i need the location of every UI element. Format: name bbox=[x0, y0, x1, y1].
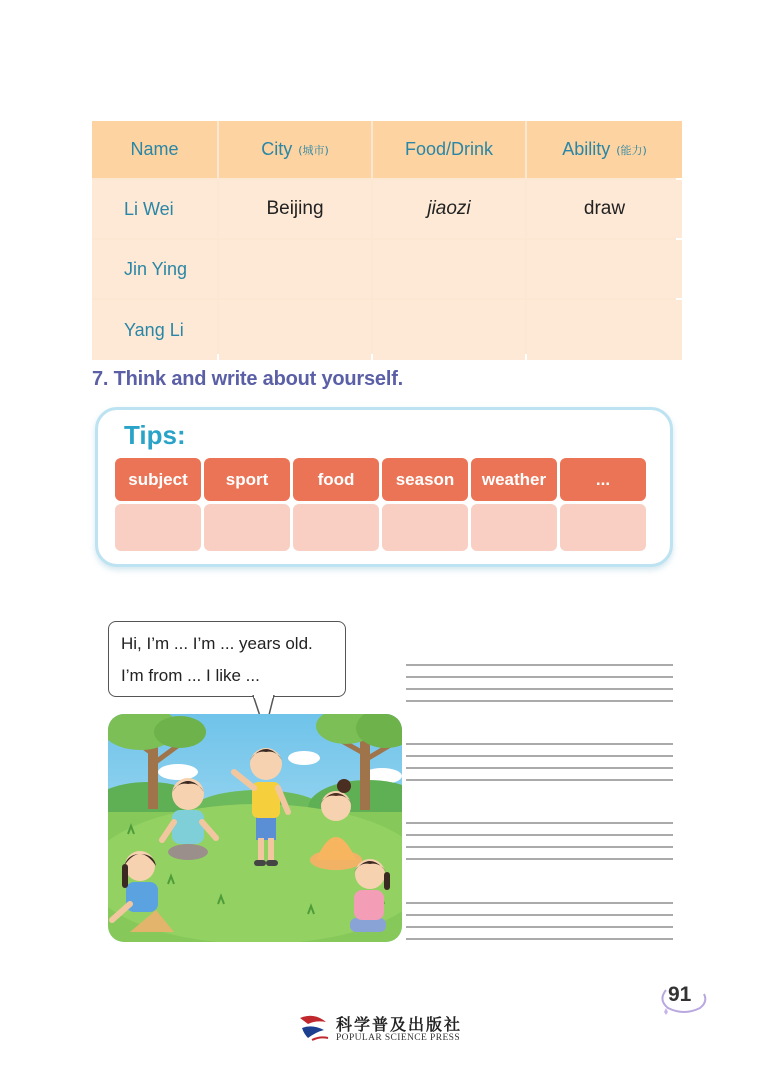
cloud-icon bbox=[158, 764, 198, 780]
tip-answer-cell[interactable] bbox=[382, 504, 468, 551]
tip-answer-cell[interactable] bbox=[471, 504, 557, 551]
header-label: Name bbox=[130, 139, 179, 159]
kids-park-illustration bbox=[108, 714, 402, 942]
table-header-city bbox=[219, 121, 371, 178]
page-number: 91 bbox=[668, 983, 692, 1006]
header-note: (城市) bbox=[298, 143, 329, 157]
tip-answer-cell[interactable] bbox=[293, 504, 379, 551]
tips-label: Tips: bbox=[124, 420, 186, 450]
cloud-icon bbox=[288, 751, 320, 765]
row-yang-li-food[interactable] bbox=[373, 300, 525, 360]
tip-header-subject: subject bbox=[115, 458, 201, 501]
tip-header-more: ... bbox=[560, 458, 646, 501]
table-header-ability bbox=[527, 121, 682, 178]
header-label: Food/Drink bbox=[404, 139, 494, 159]
table-header-name bbox=[92, 121, 217, 178]
row-jin-ying-name: Jin Ying bbox=[92, 240, 217, 298]
tips-grid bbox=[115, 458, 646, 551]
row-yang-li-name: Yang Li bbox=[92, 300, 217, 360]
row-jin-ying-ability[interactable] bbox=[527, 240, 682, 298]
tip-header-weather: weather bbox=[471, 458, 557, 501]
tip-header-food: food bbox=[293, 458, 379, 501]
tip-answer-cell[interactable] bbox=[115, 504, 201, 551]
header-label: Ability bbox=[562, 139, 611, 159]
tip-header-sport: sport bbox=[204, 458, 290, 501]
row-li-wei-city: Beijing bbox=[219, 180, 371, 238]
row-jin-ying-food[interactable] bbox=[373, 240, 525, 298]
speech-bubble bbox=[108, 621, 346, 697]
publisher-name-en: POPULAR SCIENCE PRESS bbox=[336, 1033, 461, 1043]
tip-answer-cell[interactable] bbox=[560, 504, 646, 551]
header-note: (能力) bbox=[616, 143, 647, 157]
row-jin-ying-city[interactable] bbox=[219, 240, 371, 298]
row-li-wei-food: jiaozi bbox=[373, 180, 525, 238]
publisher-logo-icon bbox=[298, 1014, 330, 1042]
row-li-wei-ability: draw bbox=[527, 180, 682, 238]
tip-answer-cell[interactable] bbox=[204, 504, 290, 551]
writing-lines[interactable] bbox=[406, 660, 673, 950]
row-li-wei-name: Li Wei bbox=[92, 180, 217, 238]
speech-line-1: Hi, I’m ... I’m ... years old. bbox=[121, 634, 313, 653]
row-yang-li-city[interactable] bbox=[219, 300, 371, 360]
tip-header-season: season bbox=[382, 458, 468, 501]
publisher-name-cn: 科学普及出版社 bbox=[336, 1015, 463, 1034]
table-header-food bbox=[373, 121, 525, 178]
header-label: City bbox=[261, 139, 293, 159]
survey-table bbox=[92, 121, 676, 354]
speech-line-2: I’m from ... I like ... bbox=[121, 666, 260, 685]
row-yang-li-ability[interactable] bbox=[527, 300, 682, 360]
exercise-title: 7. Think and write about yourself. bbox=[92, 368, 404, 390]
